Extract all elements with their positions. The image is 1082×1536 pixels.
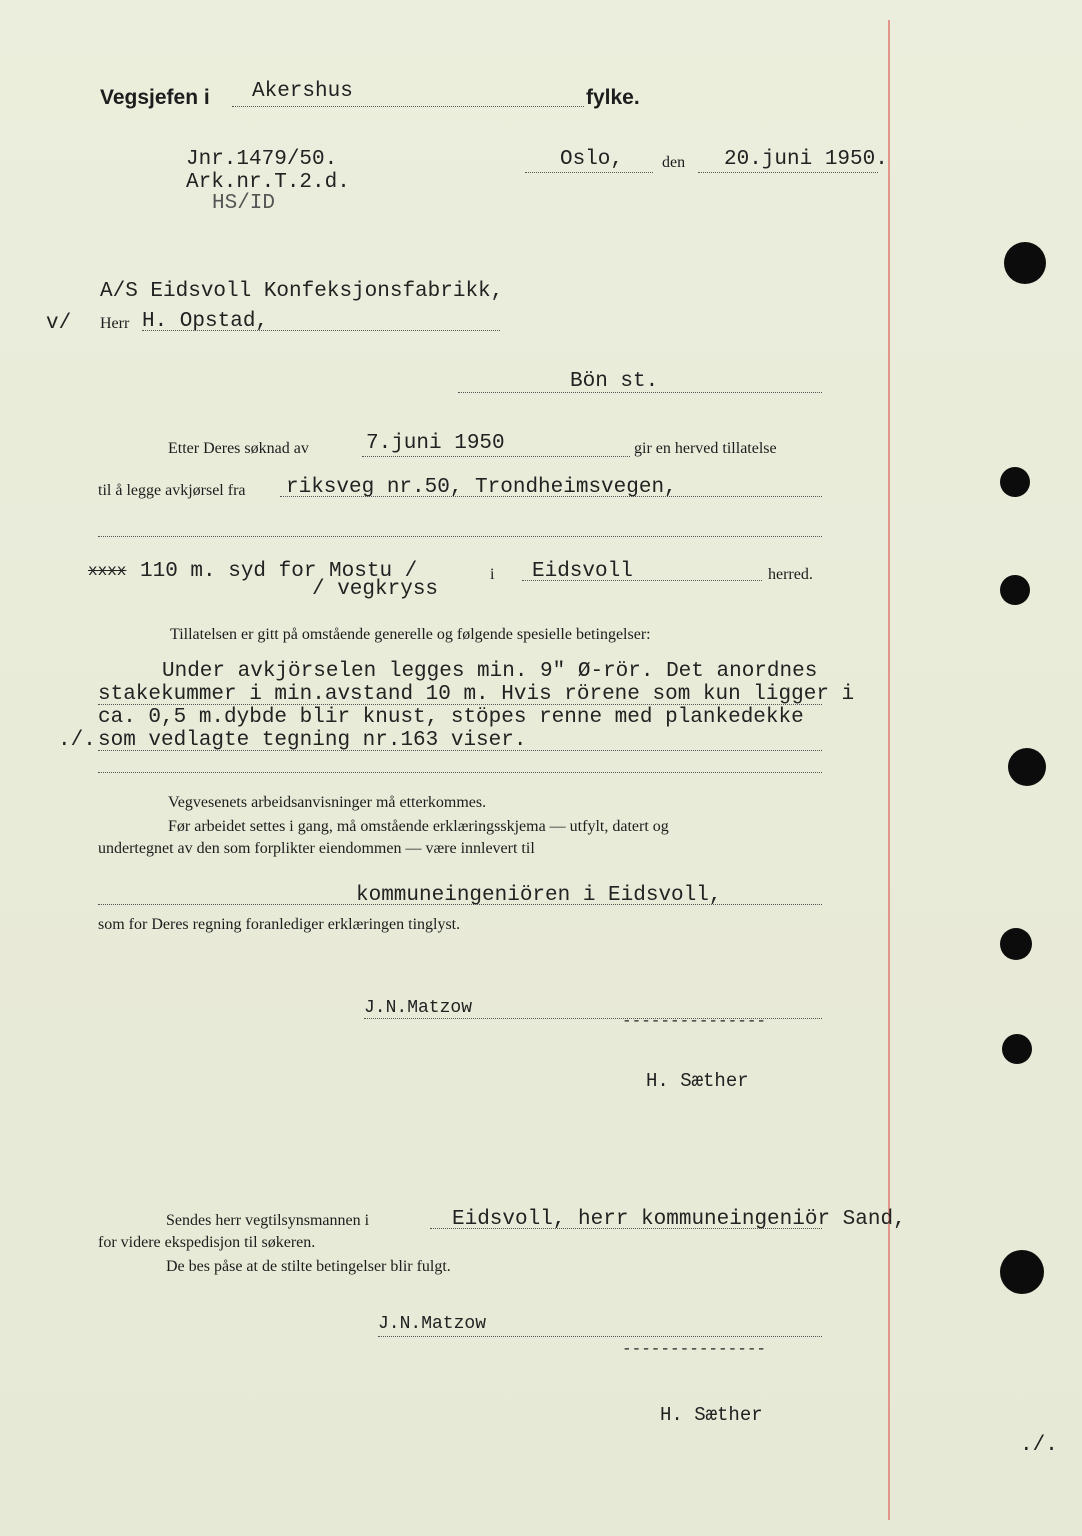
i-label: i [490, 566, 495, 583]
header-dotted-line [232, 106, 584, 107]
instruction-line: Vegvesenets arbeidsanvisninger må etterkommes. [168, 794, 487, 811]
application-date-dots [362, 456, 630, 457]
signer-name: J.N.Matzow [378, 1314, 487, 1334]
recipient-name-dots [142, 330, 500, 331]
conditions-intro: Tillatelsen er gitt på omstående generelle og følgende spesielle betingelser: [170, 626, 651, 643]
instruction-line: Før arbeidet settes i gang, må omstående erklæringsskjema — utfylt, datert og [168, 818, 669, 835]
location-struck: xxxx [88, 562, 127, 580]
punch-hole [1000, 1250, 1044, 1294]
forward-line: for videre ekspedisjon til søkeren. [98, 1234, 316, 1251]
signature-dashes: --------------- [622, 1012, 767, 1030]
location-line-1: 110 m. syd for Mostu / [140, 560, 418, 583]
punch-hole [1000, 928, 1032, 960]
punch-hole [1000, 575, 1030, 605]
signer-dots [378, 1336, 822, 1337]
instruction-line: undertegnet av den som forplikter eiendommen — være innlevert til [98, 840, 535, 857]
blank-dotted-line [98, 536, 822, 537]
location-line-2: / vegkryss [312, 578, 439, 601]
condition-line: som vedlagte tegning nr.163 viser. [98, 729, 527, 752]
footer-mark: ./. [1020, 1434, 1058, 1457]
archive-number: Ark.nr.T.2.d. [186, 171, 350, 194]
attachment-mark: ./. [58, 729, 96, 752]
condition-line: Under avkjörselen legges min. 9" Ø-rör. Det anordnes [162, 660, 818, 683]
authority-dots [98, 904, 822, 905]
approver-name: H. Sæther [646, 1070, 749, 1092]
forward-prefix: Sendes herr vegtilsynsmannen i [166, 1212, 370, 1229]
instruction-line: som for Deres regning foranlediger erklæringen tinglyst. [98, 916, 461, 933]
punch-hole [1002, 1034, 1032, 1064]
herred-name: Eidsvoll [532, 560, 633, 583]
herr-label: Herr [100, 315, 130, 332]
initials: HS/ID [212, 192, 276, 215]
recipient-company: A/S Eidsvoll Konfeksjonsfabrikk, [100, 280, 504, 303]
date-place: Oslo, [560, 148, 624, 171]
header-suffix: fylke. [586, 86, 640, 109]
punch-hole [1008, 748, 1046, 786]
condition-dots [98, 704, 822, 705]
forward-value: Eidsvoll, herr kommuneingeniör Sand, [452, 1208, 906, 1231]
date-value: 20.juni 1950. [724, 148, 888, 171]
approver-name: H. Sæther [660, 1404, 763, 1426]
application-prefix: Etter Deres søknad av [168, 440, 309, 457]
condition-dots [98, 772, 822, 773]
forward-dots [430, 1228, 822, 1229]
red-margin-line [888, 20, 890, 1520]
date-den: den [662, 154, 686, 171]
condition-dots [98, 750, 822, 751]
date-place-dots [525, 172, 653, 173]
herred-label: herred. [768, 566, 813, 583]
condition-line: stakekummer i min.avstand 10 m. Hvis rörene som kun ligger i [98, 683, 855, 706]
application-date: 7.juni 1950 [366, 432, 505, 455]
v-mark: v/ [46, 312, 72, 335]
signer-name: J.N.Matzow [364, 998, 473, 1018]
header-prefix: Vegsjefen i [100, 86, 210, 109]
signature-dashes: --------------- [622, 1340, 767, 1358]
road-prefix: til å legge avkjørsel fra [98, 482, 246, 499]
authority: kommuneingeniören i Eidsvoll, [356, 884, 722, 907]
application-suffix: gir en herved tillatelse [634, 440, 777, 457]
punch-hole [1004, 242, 1046, 284]
road-name: riksveg nr.50, Trondheimsvegen, [286, 476, 677, 499]
recipient-name: H. Opstad, [142, 310, 269, 333]
forward-line: De bes påse at de stilte betingelser blir fulgt. [166, 1258, 451, 1275]
road-dots [280, 496, 822, 497]
journal-number: Jnr.1479/50. [186, 148, 338, 171]
date-dots [698, 172, 878, 173]
header-county: Akershus [252, 80, 353, 103]
recipient-address: Bön st. [570, 370, 659, 393]
condition-line: ca. 0,5 m.dybde blir knust, stöpes renne med plankedekke [98, 706, 804, 729]
punch-hole [1000, 467, 1030, 497]
herred-dots [522, 580, 762, 581]
address-dots [458, 392, 822, 393]
